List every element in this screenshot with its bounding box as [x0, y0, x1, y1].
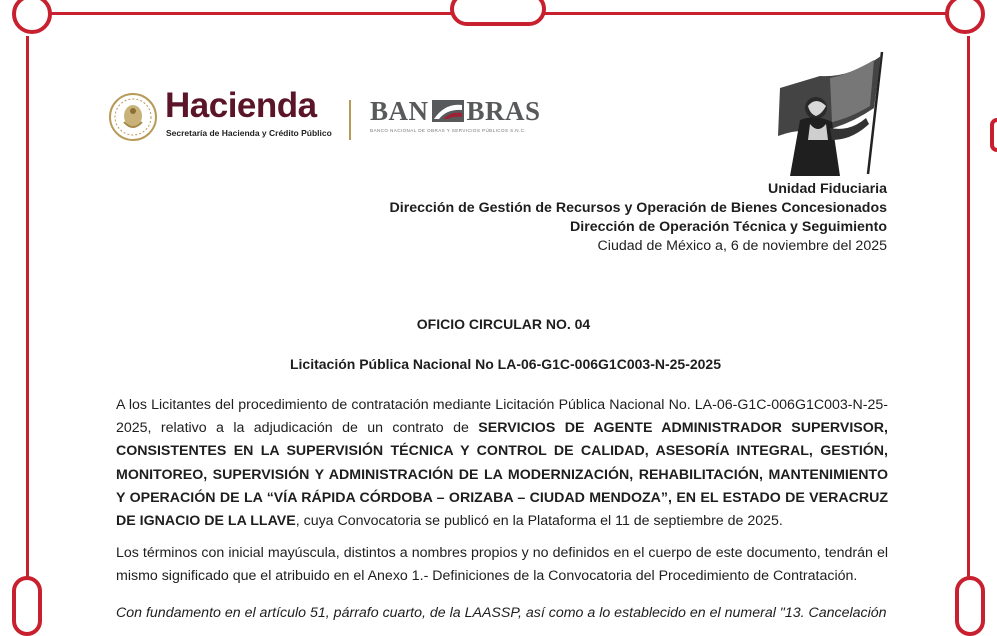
woman-with-flag-icon [770, 48, 888, 176]
place-and-date: Ciudad de México a, 6 de noviembre del 2025 [597, 238, 887, 254]
banobras-logo [370, 98, 541, 125]
paragraph-1-contract-name: SERVICIOS DE AGENTE ADMINISTRADOR SUPERVISOR, CONSISTENTES EN LA SUPERVISIÓN TÉCNICA Y CONTROL DE CALIDAD, ASESORÍA INTEGRAL, GESTIÓN, MONITOREO, SUPERVISIÓN Y ADMINISTRACIÓN DE LA MODERNIZACIÓN, REHABILITACIÓN, MANTENIMIENTO Y OPERACIÓN DE LA “VÍA RÁPIDA CÓRDOBA – ORIZABA – CIUDAD MENDOZA”, EN EL ESTADO DE VERACRUZ DE IGNACIO DE LA LLAVE [116, 420, 888, 530]
paragraph-1 [116, 394, 888, 533]
addressee-direction: Dirección de Gestión de Recursos y Operación de Bienes Concesionados [389, 200, 887, 216]
national-seal-icon [108, 92, 158, 142]
banobras-logo-subtitle: BANCO NACIONAL DE OBRAS Y SERVICIOS PÚBLICOS S.N.C. [370, 128, 527, 133]
document-subtitle: Licitación Pública Nacional No LA-06-G1C-006G1C003-N-25-2025 [289, 356, 722, 372]
paragraph-3: Con fundamento en el artículo 51, párrafo cuarto, de la LAASSP, así como a lo establecido en el numeral "13. Cancelación [116, 605, 887, 621]
banobras-logo-text-start: BAN [370, 96, 429, 126]
frame-top-pill [450, 0, 546, 26]
frame-bottom-right-pill [955, 576, 985, 636]
paragraph-1-end: , cuya Convocatoria se publicó en la Plataforma el 11 de septiembre de 2025. [295, 513, 783, 530]
frame-corner-top-left [12, 0, 52, 34]
hacienda-logo-subtitle: Secretaría de Hacienda y Crédito Público [166, 128, 332, 138]
addressee-unit: Unidad Fiduciaria [767, 181, 887, 197]
hacienda-logo-text: Hacienda [165, 86, 317, 125]
frame-right-nub [990, 118, 997, 152]
addressee-subdirection: Dirección de Operación Técnica y Seguimiento [570, 219, 887, 235]
paragraph-1-intro: A los Licitantes del procedimiento de contratación mediante Licitación Pública Nacional No. LA-06-G1C-006G1C003-N-25-2025, relativo a la adjudicación de un contrato de [116, 397, 888, 437]
frame-bottom-left-pill [12, 576, 42, 636]
paragraph-2: Los términos con inicial mayúscula, distintos a nombres propios y no definidos en el cuerpo de este documento, tendrán el mismo significado que el atribuido en el Anexo 1.- Definiciones de la Convocatoria del Procedimiento de Contratación. [116, 545, 888, 585]
banobras-logo-mark-icon [431, 99, 465, 123]
logo-divider [349, 100, 351, 140]
banobras-logo-text-end: BRAS [466, 96, 541, 126]
document-title: OFICIO CIRCULAR NO. 04 [416, 316, 591, 332]
frame-corner-top-right [945, 0, 985, 34]
